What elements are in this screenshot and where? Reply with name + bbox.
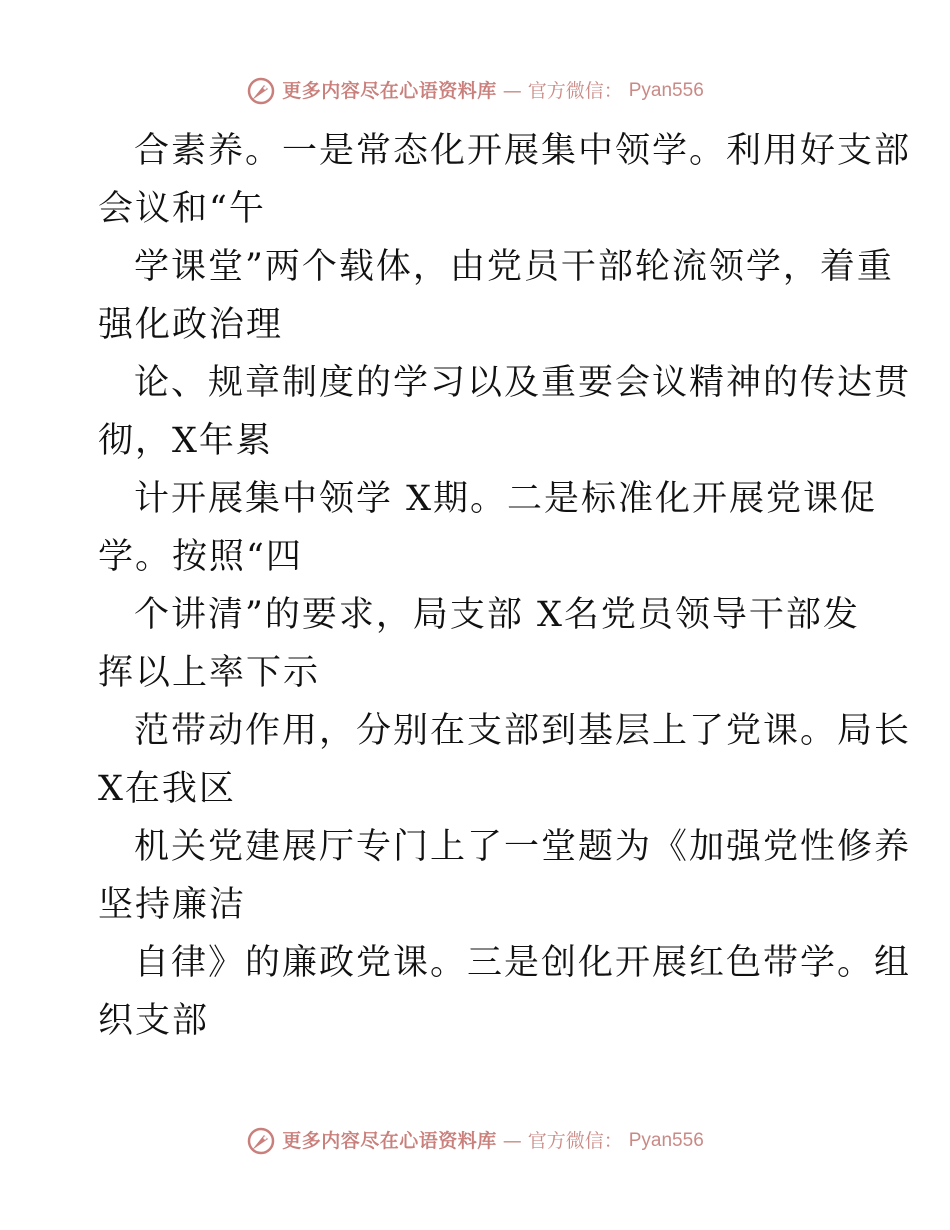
body-line: 挥以上率下示 bbox=[98, 653, 321, 693]
watermark-brand: 更多内容尽在心语资料库 bbox=[282, 80, 497, 102]
document-body bbox=[98, 122, 912, 1050]
body-line: 计开展集中领学 X期。二是标准化开展党课促 bbox=[134, 479, 878, 519]
watermark-brand: 更多内容尽在心语资料库 bbox=[282, 1130, 497, 1152]
body-line: 会议和“午 bbox=[98, 189, 266, 229]
body-line: 自律》的廉政党课。三是创化开展红色带学。组 bbox=[134, 943, 912, 983]
body-line: X在我区 bbox=[98, 769, 236, 809]
body-line: 个讲清”的要求，局支部 X名党员领导干部发 bbox=[134, 595, 860, 635]
pen-nib-circle-icon bbox=[246, 1126, 276, 1156]
body-line: 织支部 bbox=[98, 1001, 210, 1041]
body-line: 学。按照“四 bbox=[98, 537, 303, 577]
body-line: 强化政治理 bbox=[98, 305, 284, 345]
body-line: 彻，X年累 bbox=[98, 421, 273, 461]
header-watermark bbox=[0, 76, 950, 106]
watermark-wechat-id: Pyan556 bbox=[628, 1130, 704, 1151]
watermark-label: 官方微信： bbox=[527, 80, 623, 102]
watermark-wechat-id: Pyan556 bbox=[628, 80, 704, 101]
watermark-separator: — bbox=[502, 80, 522, 102]
body-line: 坚持廉洁 bbox=[98, 885, 247, 925]
body-line: 论、规章制度的学习以及重要会议精神的传达贯 bbox=[134, 363, 912, 403]
body-line: 学课堂”两个载体，由党员干部轮流领学，着重 bbox=[134, 247, 894, 287]
watermark-label: 官方微信： bbox=[527, 1130, 623, 1152]
body-line: 机关党建展厅专门上了一堂题为《加强党性修养 bbox=[134, 827, 912, 867]
body-line: 范带动作用，分别在支部到基层上了党课。局长 bbox=[134, 711, 912, 751]
pen-nib-circle-icon bbox=[246, 76, 276, 106]
footer-watermark bbox=[0, 1126, 950, 1156]
watermark-separator: — bbox=[502, 1130, 522, 1152]
body-line: 合素养。一是常态化开展集中领学。利用好支部 bbox=[134, 131, 912, 171]
